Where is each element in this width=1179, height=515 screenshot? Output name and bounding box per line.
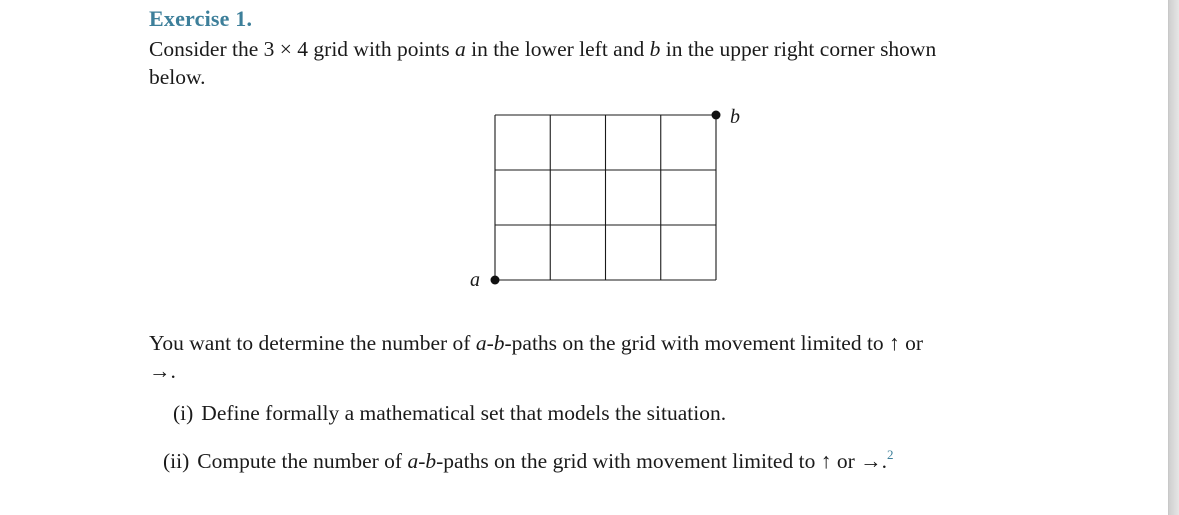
item-text: - [418, 449, 426, 473]
intro-paragraph [149, 35, 1069, 91]
item-text: Compute the number of [197, 449, 408, 473]
start-point-dot [491, 276, 500, 285]
intro-text: Consider the [149, 37, 264, 61]
point-a-var: a [454, 37, 466, 61]
list-item [163, 441, 893, 475]
grid-lines [495, 115, 716, 280]
item-text: -paths on the grid with movement limited to ↑ or →. [436, 449, 887, 473]
intro-text: grid with points [308, 37, 455, 61]
start-point-label: a [470, 269, 480, 291]
page-edge-shadow [1169, 0, 1179, 515]
question-paragraph [149, 329, 1069, 385]
point-a-var: a [407, 449, 419, 473]
point-b-var: b [649, 37, 661, 61]
footnote-link[interactable]: 2 [886, 447, 894, 462]
point-b-var: b [493, 331, 505, 355]
exercise-heading: Exercise 1. [149, 6, 253, 31]
grid-figure [460, 100, 760, 305]
list-item [173, 399, 726, 427]
question-text: →. [149, 359, 176, 383]
intro-text: in the upper right corner shown [660, 37, 937, 61]
item-text: Define formally a mathematical set that models the situation. [201, 401, 727, 425]
point-b-var: b [425, 449, 437, 473]
question-text: -paths on the grid with movement limited to ↑ or [504, 331, 924, 355]
end-point-label: b [730, 106, 740, 128]
intro-text: below. [149, 65, 206, 89]
end-point-dot [712, 111, 721, 120]
point-a-var: a [475, 331, 487, 355]
question-text: - [486, 331, 494, 355]
item-label: (ii) [163, 449, 190, 473]
grid-size: 3 × 4 [263, 37, 309, 61]
question-text: You want to determine the number of [149, 331, 476, 355]
grid-diagram [460, 100, 760, 300]
intro-text: in the lower left and [465, 37, 650, 61]
item-label: (i) [173, 401, 194, 425]
